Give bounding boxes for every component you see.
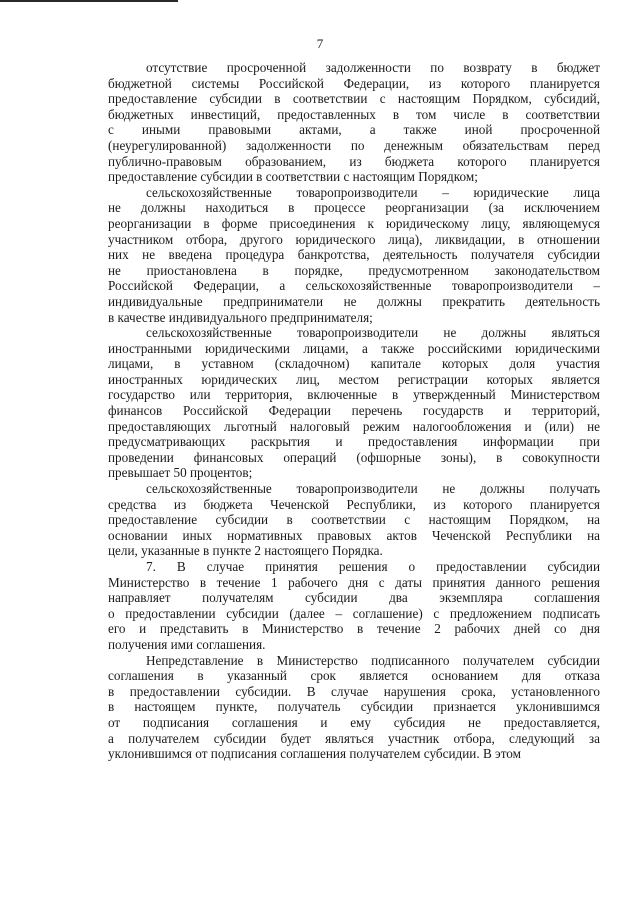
text-line: участником отбора, другого юридического лица), ликвидации, в отношении [108,231,600,247]
text-line: предоставление субсидии в соответствии с настоящим Порядком, субсидий, [108,91,600,107]
paragraph [108,559,600,653]
text-line: финансов Российской Федерации перечень государств и территорий, [108,403,600,419]
text-line: а получателем субсидии будет являться участник отбора, следующий за [108,730,600,746]
text-line: предоставляющих льготный налоговый режим налогообложения и (или) не [108,418,600,434]
text-line: иностранными юридическими лицами, а также российскими юридическими [108,340,600,356]
text-line: реорганизации в форме присоединения к юридическому лицу, являющемуся [108,215,600,231]
paragraph [108,325,600,481]
text-line: 7. В случае принятия решения о предоставлении субсидии [146,559,600,574]
text-line: индивидуальные предприниматели не должны прекратить деятельность [108,293,600,309]
text-line: о предоставлении субсидии (далее – соглашение) с предложением подписать [108,605,600,621]
text-line: в предоставлении субсидии. В случае нарушения срока, установленного [108,683,600,699]
text-line: Российской Федерации, а сельскохозяйственные товаропроизводители – [108,278,600,294]
text-line: получения ими соглашения. [108,636,266,652]
paragraph [108,653,600,762]
document-body [108,60,600,762]
text-line: предоставление субсидии в соответствии с настоящим Порядком, на [108,512,600,528]
text-line: сельскохозяйственные товаропроизводители не должны являться [146,325,600,341]
text-line: бюджетных инвестиций, предоставленных в том числе в соответствии [108,106,600,122]
text-line: проведении финансовых операций (офшорные зоны), в совокупности [108,449,600,465]
text-line: с иными правовыми актами, а также иной просроченной [108,122,600,138]
text-line: от подписания соглашения и ему субсидия не предоставляется, [108,714,600,730]
page-number: 7 [316,36,324,51]
text-line: публично-правовым образованием, из бюджета которого планируется [108,153,600,169]
text-line: лицами, в уставном (складочном) капитале которых доля участия [108,356,600,372]
text-line: отсутствие просроченной задолженности по возврату в бюджет [146,60,600,75]
scan-edge-mark [0,0,178,2]
text-line: Непредставление в Министерство подписанного получателем субсидии [146,652,600,668]
paragraph [108,481,600,559]
text-line: государство или территория, включенные в утвержденный Министерством [108,387,600,403]
text-line: не приостановлена в порядке, предусмотренном законодательством [108,262,600,278]
text-line: в настоящем пункте, получатель субсидии признается уклонившимся [108,699,600,715]
text-line: в качестве индивидуального предпринимателя; [108,309,373,325]
text-line: иностранных юридических лиц, местом регистрации которых является [108,371,600,387]
paragraph [108,60,600,185]
text-line: сельскохозяйственные товаропроизводители – юридические лица [146,184,600,200]
text-line: не должны находиться в процессе реорганизации (за исключением [108,200,600,216]
text-line: Министерство в течение 1 рабочего дня с даты принятия данного решения [108,574,600,590]
text-line: бюджетной системы Российской Федерации, из которого планируется [108,75,600,91]
text-line: уклонившимся от подписания соглашения получателем субсидии. В этом [108,746,521,762]
text-line: них не введена процедура банкротства, деятельность получателя субсидии [108,247,600,263]
text-line: превышает 50 процентов; [108,465,253,481]
text-line: сельскохозяйственные товаропроизводители не должны получать [146,481,600,497]
paragraph [108,185,600,325]
text-line: направляет получателям субсидии два экземпляра соглашения [108,590,600,606]
text-line: основании иных нормативных правовых актов Чеченской Республики на [108,527,600,543]
text-line: предоставление субсидии в соответствии с настоящим Порядком; [108,169,478,185]
text-line: предусматривающих раскрытия и предоставления информации при [108,434,600,450]
text-line: его и представить в Министерство в течение 2 рабочих дней со дня [108,621,600,637]
text-line: средства из бюджета Чеченской Республики, из которого планируется [108,496,600,512]
text-line: соглашения в указанный срок является основанием для отказа [108,668,600,684]
text-line: цели, указанные в пункте 2 настоящего Порядка. [108,543,383,559]
text-line: (неурегулированной) задолженности по денежным обязательствам перед [108,137,600,153]
